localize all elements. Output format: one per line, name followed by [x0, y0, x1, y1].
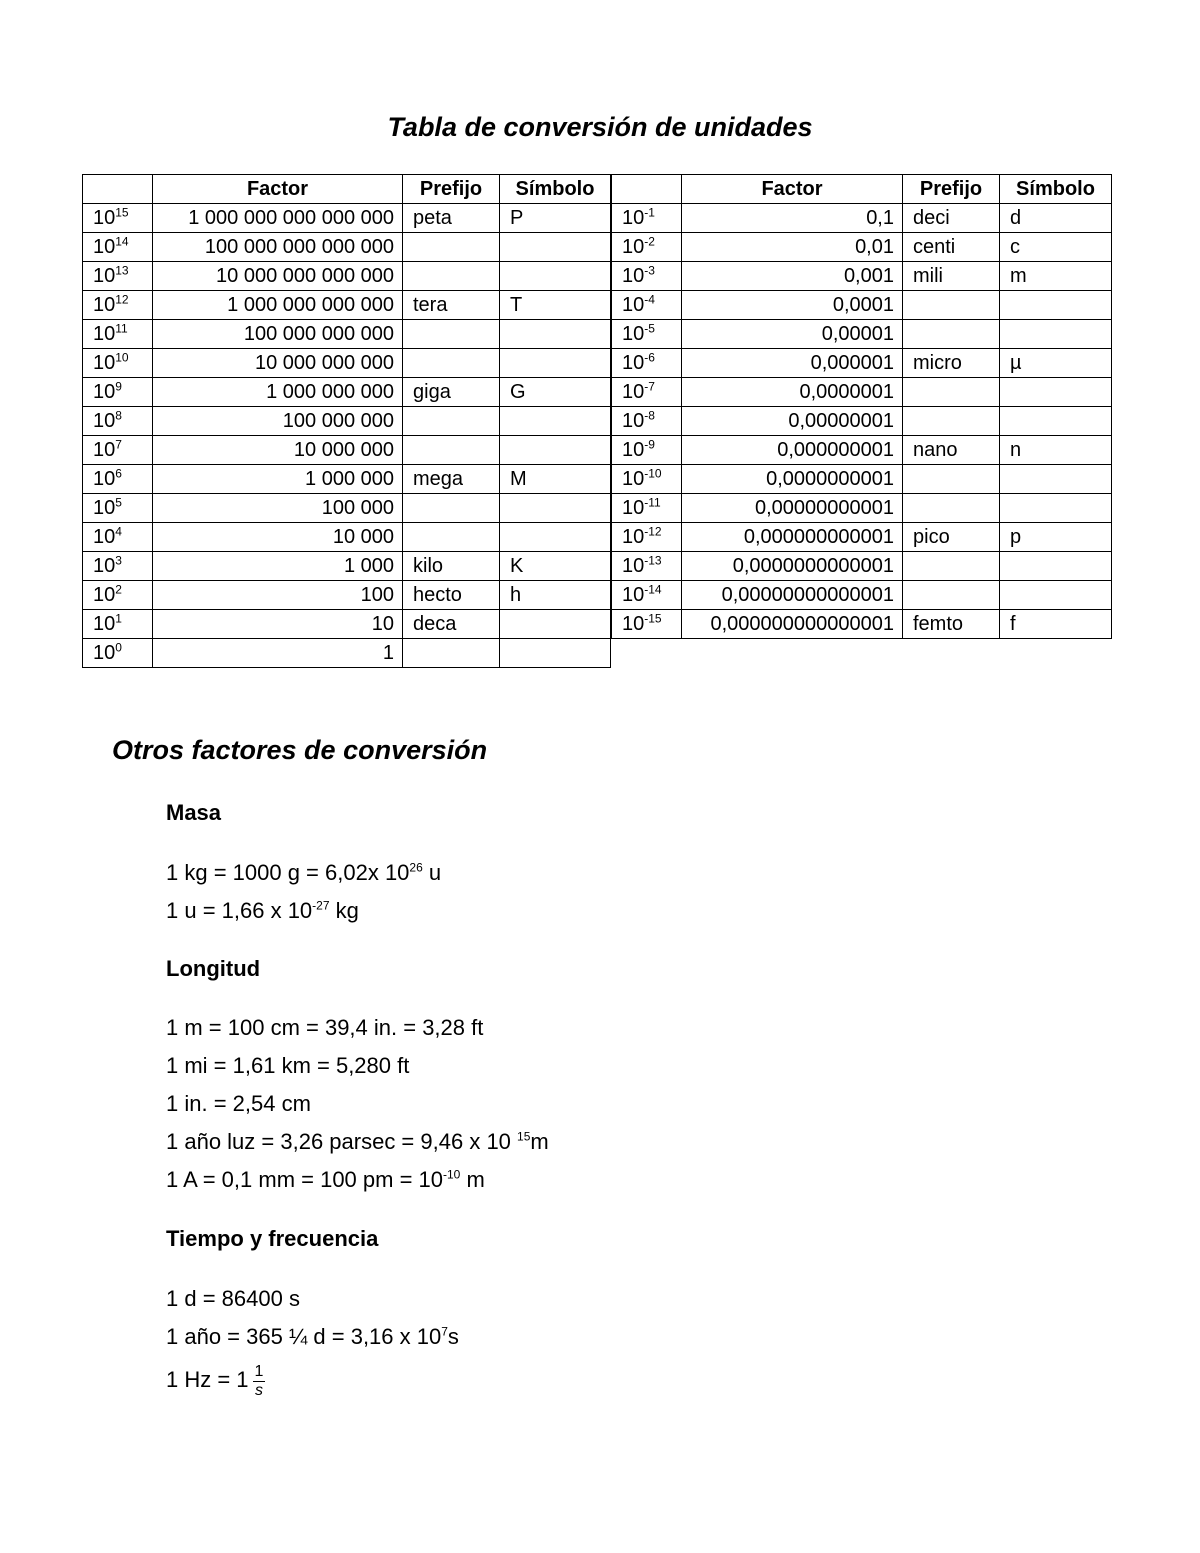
symbol-cell — [500, 407, 611, 436]
prefix-cell — [403, 523, 500, 552]
power-cell: $10^{-6}$ — [612, 349, 682, 378]
power-cell: $10^{12}$ — [83, 291, 153, 320]
power-cell: $10^{-12}$ — [612, 523, 682, 552]
power-cell: $10^{-13}$ — [612, 552, 682, 581]
length-heading: Longitud — [166, 956, 261, 981]
symbol-cell — [1000, 494, 1112, 523]
table-row — [83, 320, 611, 349]
factor-cell: 1 000 — [153, 552, 403, 581]
prefix-cell: micro — [903, 349, 1000, 378]
table-row — [612, 407, 1112, 436]
prefix-cell: tera — [403, 291, 500, 320]
power-cell: $10^2$ — [83, 581, 153, 610]
factor-cell: 10 000 — [153, 523, 403, 552]
length-eq-3: 1 in. = 2,54 cm — [166, 1091, 311, 1116]
table-header-row — [83, 175, 611, 204]
table-row — [612, 494, 1112, 523]
table-row — [612, 349, 1112, 378]
prefix-cell — [403, 407, 500, 436]
table-row — [612, 378, 1112, 407]
table-row — [83, 233, 611, 262]
prefix-cell — [903, 581, 1000, 610]
factor-cell: 0,000000000001 — [682, 523, 903, 552]
symbol-cell: h — [500, 581, 611, 610]
prefix-cell: mili — [903, 262, 1000, 291]
power-cell: $10^0$ — [83, 639, 153, 668]
mass-eq-1: 1 kg = 1000 g = 6,02x $10^{26}$ u — [166, 860, 442, 885]
symbol-cell — [1000, 291, 1112, 320]
table-row — [83, 204, 611, 233]
symbol-cell: n — [1000, 436, 1112, 465]
prefix-cell — [403, 233, 500, 262]
power-cell: $10^{-10}$ — [612, 465, 682, 494]
symbol-cell: G — [500, 378, 611, 407]
time-eq-1: 1 d = 86400 s — [166, 1286, 300, 1311]
power-cell: $10^5$ — [83, 494, 153, 523]
prefix-cell — [403, 639, 500, 668]
symbol-cell — [1000, 378, 1112, 407]
factor-cell: 0,0001 — [682, 291, 903, 320]
prefix-cell: kilo — [403, 552, 500, 581]
symbol-cell — [1000, 407, 1112, 436]
symbol-cell — [500, 320, 611, 349]
power-cell: $10^{-11}$ — [612, 494, 682, 523]
prefix-cell — [403, 349, 500, 378]
header-symbol: Símbolo — [500, 175, 611, 204]
factor-cell: 1 000 000 000 000 — [153, 291, 403, 320]
power-cell: $10^{-3}$ — [612, 262, 682, 291]
header-factor: Factor — [153, 175, 403, 204]
table-row — [612, 233, 1112, 262]
positive-prefix-table — [82, 174, 611, 668]
mass-equations — [166, 854, 441, 930]
power-cell: $10^{-4}$ — [612, 291, 682, 320]
factor-cell: 0,000000001 — [682, 436, 903, 465]
table-row — [83, 465, 611, 494]
power-cell: $10^6$ — [83, 465, 153, 494]
table-row — [83, 523, 611, 552]
power-cell: $10^7$ — [83, 436, 153, 465]
symbol-cell: m — [1000, 262, 1112, 291]
prefix-cell — [403, 262, 500, 291]
factor-cell: 100 000 — [153, 494, 403, 523]
table-row — [612, 320, 1112, 349]
symbol-cell: c — [1000, 233, 1112, 262]
prefix-cell — [403, 320, 500, 349]
prefix-cell: hecto — [403, 581, 500, 610]
mass-eq-2: 1 u = 1,66 x $10^{-27}$ kg — [166, 898, 359, 923]
table-row — [83, 581, 611, 610]
header-factor: Factor — [682, 175, 903, 204]
factor-cell: 0,00000000000001 — [682, 581, 903, 610]
factor-cell: 0,01 — [682, 233, 903, 262]
symbol-cell: M — [500, 465, 611, 494]
page-title: Tabla de conversión de unidades — [387, 112, 813, 142]
power-cell: $10^{15}$ — [83, 204, 153, 233]
table-row — [612, 291, 1112, 320]
symbol-cell — [500, 233, 611, 262]
symbol-cell: P — [500, 204, 611, 233]
time-heading: Tiempo y frecuencia — [166, 1226, 379, 1251]
symbol-cell — [1000, 552, 1112, 581]
prefix-cell: deca — [403, 610, 500, 639]
length-block — [166, 956, 260, 982]
symbol-cell — [500, 610, 611, 639]
header-prefix: Prefijo — [403, 175, 500, 204]
prefix-cell: giga — [403, 378, 500, 407]
time-eq-3: 1 Hz = 1 $\frac{1}{s}$ — [166, 1362, 264, 1399]
factor-cell: 0,000000000000001 — [682, 610, 903, 639]
time-block — [166, 1226, 378, 1252]
table-row — [83, 610, 611, 639]
header-symbol: Símbolo — [1000, 175, 1112, 204]
time-eq-2: 1 año = 365 ¼ d = 3,16 x $10^7s$ — [166, 1324, 459, 1349]
symbol-cell — [500, 494, 611, 523]
factor-cell: 1 000 000 — [153, 465, 403, 494]
factor-cell: 0,00000000001 — [682, 494, 903, 523]
prefix-cell — [403, 494, 500, 523]
table-row — [612, 436, 1112, 465]
table-row — [612, 581, 1112, 610]
power-cell: $10^9$ — [83, 378, 153, 407]
prefix-cell — [903, 494, 1000, 523]
power-cell: $10^{11}$ — [83, 320, 153, 349]
power-cell: $10^4$ — [83, 523, 153, 552]
prefix-cell: pico — [903, 523, 1000, 552]
mass-heading: Masa — [166, 800, 222, 825]
header-prefix: Prefijo — [903, 175, 1000, 204]
factor-cell: 10 000 000 — [153, 436, 403, 465]
factor-cell: 10 — [153, 610, 403, 639]
factor-cell: 0,0000001 — [682, 378, 903, 407]
length-eq-4: 1 año luz = 3,26 parsec = 9,46 x 10 $^{15}$m — [166, 1129, 549, 1154]
header-power — [612, 175, 682, 204]
power-cell: $10^{-1}$ — [612, 204, 682, 233]
table-row — [83, 407, 611, 436]
fraction: $\frac{1}{s}$ — [254, 1362, 264, 1399]
power-cell: $10^{14}$ — [83, 233, 153, 262]
factor-cell: 1 000 000 000 — [153, 378, 403, 407]
power-cell: $10^{-14}$ — [612, 581, 682, 610]
table-header-row — [612, 175, 1112, 204]
prefix-cell — [903, 320, 1000, 349]
table-row — [83, 291, 611, 320]
prefix-cell: centi — [903, 233, 1000, 262]
symbol-cell: K — [500, 552, 611, 581]
symbol-cell — [500, 262, 611, 291]
factor-cell: 100 000 000 000 — [153, 320, 403, 349]
symbol-cell — [1000, 465, 1112, 494]
symbol-cell — [500, 523, 611, 552]
power-cell: $10^1$ — [83, 610, 153, 639]
power-cell: $10^{-9}$ — [612, 436, 682, 465]
power-cell: $10^3$ — [83, 552, 153, 581]
symbol-cell: µ — [1000, 349, 1112, 378]
mass-block — [166, 800, 221, 826]
factor-cell: 0,001 — [682, 262, 903, 291]
factor-cell: 0,1 — [682, 204, 903, 233]
time-equations — [166, 1280, 459, 1404]
symbol-cell: f — [1000, 610, 1112, 639]
symbol-cell — [1000, 581, 1112, 610]
prefix-cell: nano — [903, 436, 1000, 465]
table-row — [83, 436, 611, 465]
symbol-cell: T — [500, 291, 611, 320]
prefix-cell — [903, 552, 1000, 581]
table-row — [612, 465, 1112, 494]
table-row — [612, 204, 1112, 233]
length-eq-2: 1 mi = 1,61 km = 5,280 ft — [166, 1053, 410, 1078]
factor-cell: 100 000 000 — [153, 407, 403, 436]
section-title: Otros factores de conversión — [112, 735, 488, 765]
prefix-cell: femto — [903, 610, 1000, 639]
symbol-cell — [500, 349, 611, 378]
table-row — [612, 610, 1112, 639]
table-row — [83, 262, 611, 291]
power-cell: $10^{-5}$ — [612, 320, 682, 349]
prefix-cell: deci — [903, 204, 1000, 233]
symbol-cell: d — [1000, 204, 1112, 233]
symbol-cell: p — [1000, 523, 1112, 552]
length-eq-1: 1 m = 100 cm = 39,4 in. = 3,28 ft — [166, 1015, 484, 1040]
table-row — [83, 378, 611, 407]
prefix-cell — [903, 291, 1000, 320]
prefix-cell — [903, 378, 1000, 407]
symbol-cell — [500, 436, 611, 465]
table-row — [612, 262, 1112, 291]
table-row — [612, 552, 1112, 581]
header-power — [83, 175, 153, 204]
factor-cell: 10 000 000 000 000 — [153, 262, 403, 291]
length-eq-5: 1 A = 0,1 mm = 100 pm = $10^{-10}$ m — [166, 1167, 485, 1192]
factor-cell: 0,00000001 — [682, 407, 903, 436]
prefix-cell: mega — [403, 465, 500, 494]
factor-cell: 100 — [153, 581, 403, 610]
table-row — [83, 639, 611, 668]
table-row — [612, 523, 1112, 552]
negative-prefix-table — [611, 174, 1112, 639]
power-cell: $10^{-8}$ — [612, 407, 682, 436]
table-row — [83, 494, 611, 523]
symbol-cell — [500, 639, 611, 668]
table-row — [83, 552, 611, 581]
power-cell: $10^{-15}$ — [612, 610, 682, 639]
factor-cell: 0,0000000000001 — [682, 552, 903, 581]
symbol-cell — [1000, 320, 1112, 349]
prefix-cell — [903, 407, 1000, 436]
prefix-cell — [403, 436, 500, 465]
power-cell: $10^{-2}$ — [612, 233, 682, 262]
prefix-cell: peta — [403, 204, 500, 233]
power-cell: $10^8$ — [83, 407, 153, 436]
factor-cell: 1 — [153, 639, 403, 668]
prefix-cell — [903, 465, 1000, 494]
table-row — [83, 349, 611, 378]
factor-cell: 0,00001 — [682, 320, 903, 349]
factor-cell: 10 000 000 000 — [153, 349, 403, 378]
power-cell: $10^{10}$ — [83, 349, 153, 378]
factor-cell: 0,0000000001 — [682, 465, 903, 494]
factor-cell: 100 000 000 000 000 — [153, 233, 403, 262]
factor-cell: 0,000001 — [682, 349, 903, 378]
power-cell: $10^{13}$ — [83, 262, 153, 291]
factor-cell: 1 000 000 000 000 000 — [153, 204, 403, 233]
power-cell: $10^{-7}$ — [612, 378, 682, 407]
length-equations — [166, 1009, 549, 1199]
